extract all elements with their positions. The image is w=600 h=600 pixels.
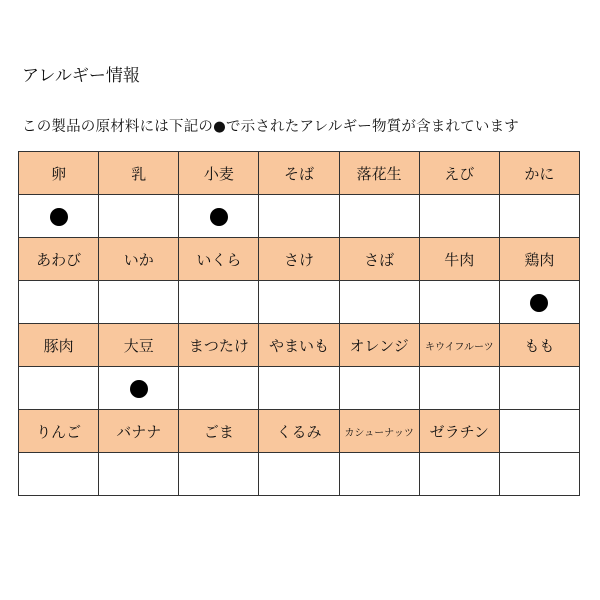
allergen-mark-cell [19, 453, 99, 496]
contained-mark-icon [50, 208, 68, 226]
allergen-mark-cell [19, 367, 99, 410]
allergen-name-row [19, 152, 580, 195]
allergen-name-cell: 大豆 [99, 324, 179, 367]
allergen-name-cell: 鶏肉 [499, 238, 579, 281]
allergen-mark-cell [99, 281, 179, 324]
allergen-name-cell: まつたけ [179, 324, 259, 367]
allergen-mark-cell [179, 453, 259, 496]
allergen-mark-cell [499, 195, 579, 238]
allergen-name-cell: そば [259, 152, 339, 195]
allergen-mark-cell [339, 195, 419, 238]
allergen-mark-cell [419, 367, 499, 410]
allergen-mark-cell [179, 195, 259, 238]
allergy-notice: この製品の原材料には下記の●で示されたアレルギー物質が含まれています [22, 119, 520, 135]
allergen-mark-cell [419, 195, 499, 238]
allergen-name-cell: いか [99, 238, 179, 281]
allergen-mark-cell [99, 195, 179, 238]
allergen-mark-cell [19, 281, 99, 324]
allergen-name-cell: かに [499, 152, 579, 195]
allergen-mark-cell [259, 367, 339, 410]
allergen-mark-cell [99, 367, 179, 410]
allergen-mark-row [19, 195, 580, 238]
allergen-name-cell: ごま [179, 410, 259, 453]
allergy-table [18, 151, 580, 496]
allergen-name-cell: 小麦 [179, 152, 259, 195]
allergen-name-cell: りんご [19, 410, 99, 453]
allergen-name-cell: オレンジ [339, 324, 419, 367]
allergen-mark-cell [499, 281, 579, 324]
allergen-name-cell: さば [339, 238, 419, 281]
allergen-name-cell: 牛肉 [419, 238, 499, 281]
contained-mark-icon [130, 380, 148, 398]
allergen-mark-cell [339, 367, 419, 410]
allergen-name-cell: ゼラチン [419, 410, 499, 453]
allergen-name-cell: くるみ [259, 410, 339, 453]
allergen-mark-cell [99, 453, 179, 496]
allergen-name-cell: 乳 [99, 152, 179, 195]
allergen-name-cell [499, 410, 579, 453]
allergen-name-cell: キウイフルーツ [419, 324, 499, 367]
allergen-name-cell: あわび [19, 238, 99, 281]
allergen-name-cell: 豚肉 [19, 324, 99, 367]
contained-mark-icon [530, 294, 548, 312]
allergen-name-cell: 落花生 [339, 152, 419, 195]
allergen-mark-cell [419, 453, 499, 496]
allergen-name-cell: えび [419, 152, 499, 195]
allergen-name-cell: やまいも [259, 324, 339, 367]
allergen-name-row [19, 324, 580, 367]
allergen-mark-row [19, 453, 580, 496]
allergen-name-cell: 卵 [19, 152, 99, 195]
allergen-mark-cell [259, 453, 339, 496]
allergen-name-cell: バナナ [99, 410, 179, 453]
allergen-name-row [19, 238, 580, 281]
allergen-mark-cell [259, 281, 339, 324]
allergen-name-cell: もも [499, 324, 579, 367]
allergen-mark-cell [419, 281, 499, 324]
allergen-mark-cell [499, 453, 579, 496]
allergen-mark-cell [179, 367, 259, 410]
allergen-name-row [19, 410, 580, 453]
allergen-mark-cell [499, 367, 579, 410]
allergen-mark-row [19, 367, 580, 410]
allergen-name-cell: カシューナッツ [339, 410, 419, 453]
allergen-mark-cell [259, 195, 339, 238]
allergen-mark-cell [179, 281, 259, 324]
allergen-mark-cell [19, 195, 99, 238]
contained-mark-icon [210, 208, 228, 226]
page-title: アレルギー情報 [22, 66, 140, 86]
allergen-mark-cell [339, 453, 419, 496]
allergen-mark-row [19, 281, 580, 324]
allergen-name-cell: いくら [179, 238, 259, 281]
allergen-mark-cell [339, 281, 419, 324]
allergen-name-cell: さけ [259, 238, 339, 281]
